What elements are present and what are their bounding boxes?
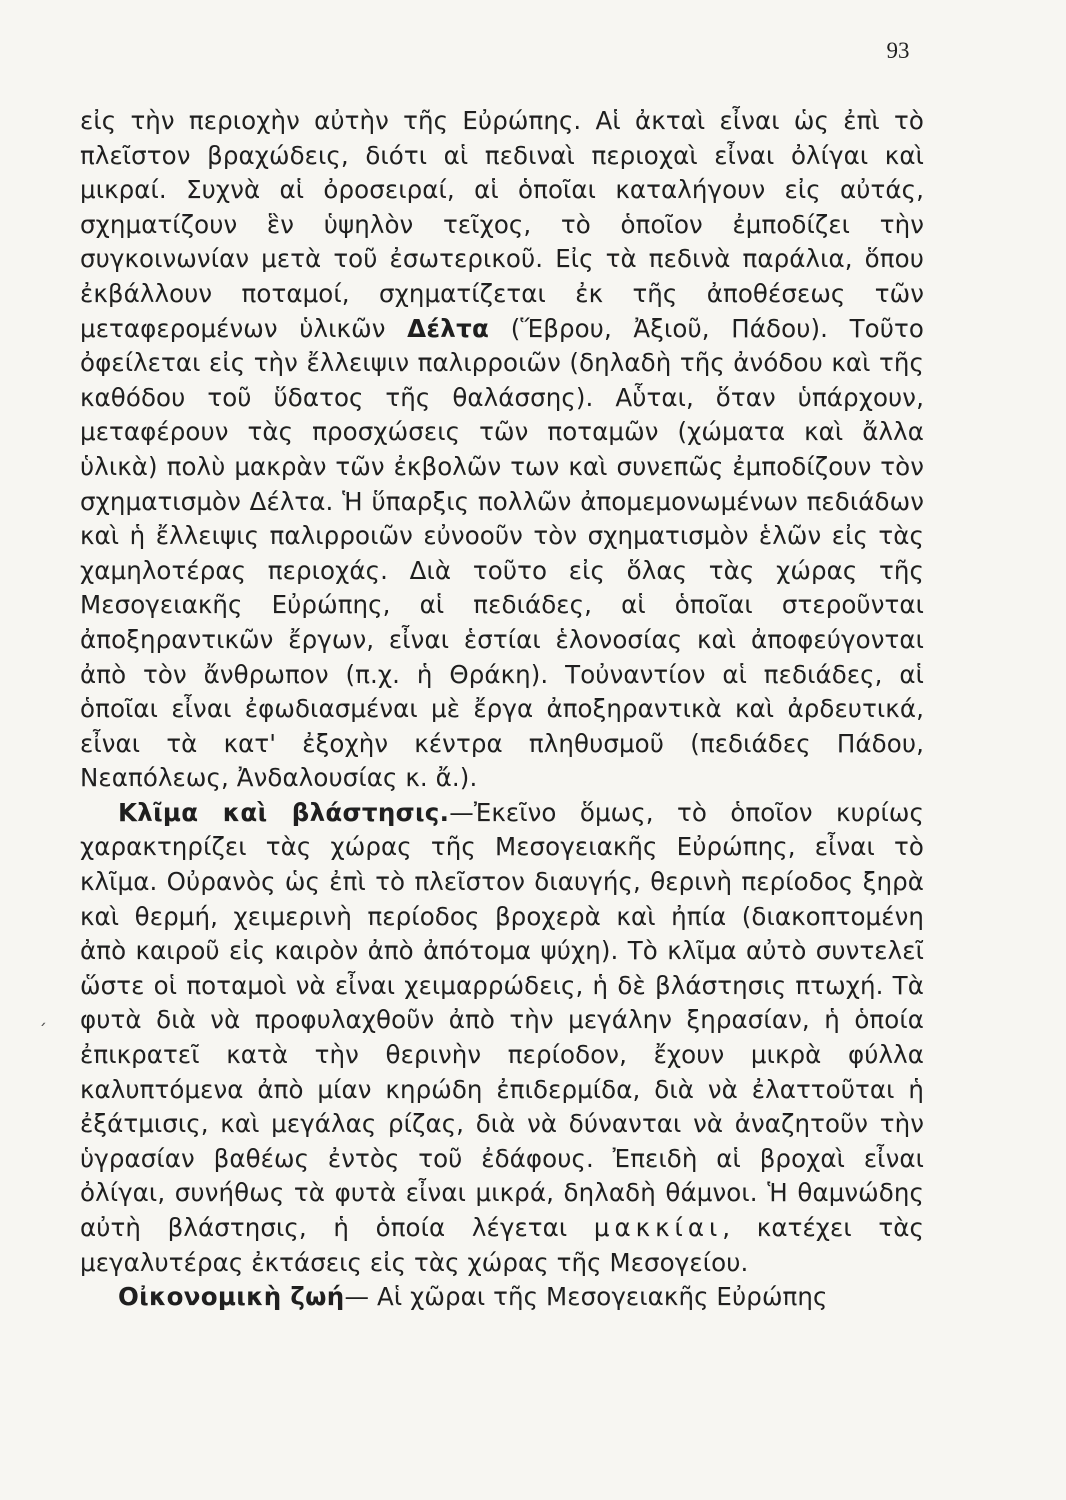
page-body <box>80 104 924 1315</box>
paragraph-text: —Ἐκεῖνο ὅμως, τὸ ὁποῖον κυρίως χαρακτηρίζει τὰς χώρας τῆς Μεσογειακῆς Εὐρώπης, εἶναι τὸ κλῖμα. Οὐρανὸς ὡς ἐπὶ τὸ πλεῖστον διαυγής, θερινὴ περίοδος ξηρὰ καὶ θερμή, χειμερινὴ περίοδος βροχερὰ καὶ ἠπία (διακοπτομένη ἀπὸ καιροῦ εἰς καιρὸν ἀπὸ ἀπότομα ψύχη). Τὸ κλῖμα αὐτὸ συντελεῖ ὥστε οἱ ποταμοὶ νὰ εἶναι χειμαρρώδεις, ἡ δὲ βλάστησις πτωχή. Τὰ φυτὰ διὰ νὰ προφυλαχθοῦν ἀπὸ τὴν μεγάλην ξηρασίαν, ἡ ὁποία ἐπικρατεῖ κατὰ τὴν θερινὴν περίοδον, ἔχουν μικρὰ φύλλα καλυπτόμενα ἀπὸ μίαν κηρώδη ἐπιδερμίδα, διὰ νὰ ἐλαττοῦται ἡ ἐξάτμισις, καὶ μεγάλας ρίζας, διὰ νὰ δύνανται νὰ ἀναζητοῦν τὴν ὑγρασίαν βαθέως ἐντὸς τοῦ ἐδάφους. Ἐπειδὴ αἱ βροχαὶ εἶναι ὀλίγαι, συνήθως τὰ φυτὰ εἶναι μικρά, δηλαδὴ θάμνοι. Ἡ θαμνώδης αὐτὴ βλάστησις, ἡ ὁποία λέγεται <box>80 797 924 1242</box>
paragraph-coast-description <box>80 104 924 796</box>
paragraph-text-continued: (Ἕβρου, Ἀξιοῦ, Πάδου). Τοῦτο ὀφείλεται εἰς τὴν ἔλλειψιν παλιρροιῶν (δηλαδὴ τῆς ἀνόδου καὶ τῆς καθόδου τοῦ ὕδατος τῆς θαλάσσης). Αὗται, ὅταν ὑπάρχουν, μεταφέρουν τὰς προσχώσεις τῶν ποταμῶν (χώματα καὶ ἄλλα ὑλικὰ) πολὺ μακρὰν τῶν ἐκβολῶν των καὶ συνεπῶς ἐμποδίζουν τὸν σχηματισμὸν Δέλτα. Ἡ ὕπαρξις πολλῶν ἀπομεμονωμένων πεδιάδων καὶ ἡ ἔλλειψις παλιρροιῶν εὐνοοῦν τὸν σχηματισμὸν ἑλῶν εἰς τὰς χαμηλοτέρας περιοχάς. Διὰ τοῦτο εἰς ὅλας τὰς χώρας τῆς Μεσογειακῆς Εὐρώπης, αἱ πεδιάδες, αἱ ὁποῖαι στεροῦνται ἀποξηραντικῶν ἔργων, εἶναι ἑστίαι ἑλονοσίας καὶ ἀποφεύγονται ἀπὸ τὸν ἄνθρωπον (π.χ. ἡ Θράκη). Τοὐναντίον αἱ πεδιάδες, αἱ ὁποῖαι εἶναι ἐφωδιασμέναι μὲ ἔργα ἀποξηραντικὰ καὶ ἀρδευτικά, εἶναι τὰ κατ' ἐξοχὴν κέντρα πληθυσμοῦ (πεδιάδες Πάδου, Νεαπόλεως, Ἀνδαλουσίας κ. ἄ.). <box>80 313 924 793</box>
paragraph-climate <box>80 796 924 1280</box>
delta-term: Δέλτα <box>407 313 490 343</box>
paragraph-economy <box>80 1280 924 1315</box>
margin-mark: ˏ <box>38 1006 47 1027</box>
page-number: 93 <box>886 38 910 63</box>
section-heading-climate: Κλῖμα καὶ βλάστησις. <box>118 797 450 827</box>
maquis-term: μακκίαι <box>593 1213 723 1242</box>
paragraph-text: — Αἱ χῶραι τῆς Μεσογειακῆς Εὐρώπης <box>344 1282 828 1312</box>
section-heading-economy: Οἰκονομικὴ ζωή <box>118 1282 345 1312</box>
paragraph-text-continued: , κατέχει τὰς μεγαλυτέρας ἐκτάσεις εἰς τὰς χώρας τῆς Μεσογείου. <box>80 1213 924 1277</box>
paragraph-text: εἰς τὴν περιοχὴν αὐτὴν τῆς Εὐρώπης. Αἱ ἀκταὶ εἶναι ὡς ἐπὶ τὸ πλεῖστον βραχώδεις, διότι αἱ πεδιναὶ περιοχαὶ εἶναι ὀλίγαι καὶ μικραί. Συχνὰ αἱ ὀροσειραί, αἱ ὁποῖαι καταλήγουν εἰς αὐτάς, σχηματίζουν ἓν ὑψηλὸν τεῖχος, τὸ ὁποῖον ἐμποδίζει τὴν συγκοινωνίαν μετὰ τοῦ ἐσωτερικοῦ. Εἰς τὰ πεδινὰ παράλια, ὅπου ἐκβάλλουν ποταμοί, σχηματίζεται ἐκ τῆς ἀποθέσεως τῶν μεταφερομένων ὑλικῶν <box>80 106 924 343</box>
